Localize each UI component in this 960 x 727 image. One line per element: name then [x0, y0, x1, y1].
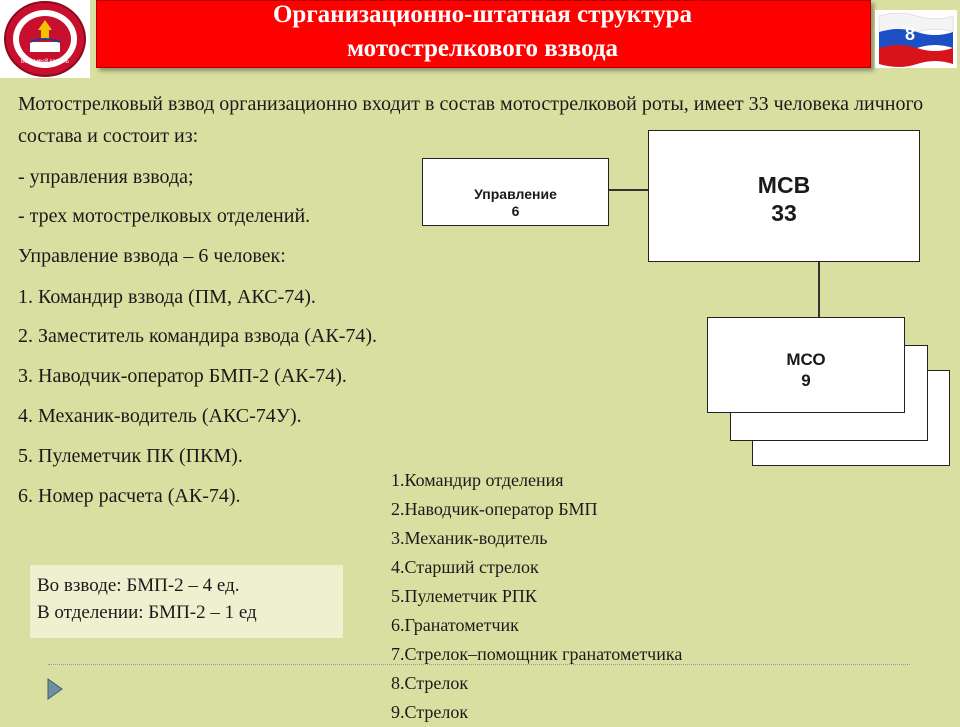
note-line-2: В отделении: БМП-2 – 1 ед — [37, 602, 257, 623]
page-number: 8 — [905, 24, 916, 44]
squad-item: 3.Механик-водитель — [391, 528, 548, 548]
squad-item: 4.Старший стрелок — [391, 557, 539, 577]
squad-item: 8.Стрелок — [391, 673, 469, 693]
management-item: 4. Механик-водитель (АКС-74У). — [18, 405, 302, 427]
management-box — [422, 158, 609, 226]
squad-item: 5.Пулеметчик РПК — [391, 586, 537, 606]
management-item: 2. Заместитель командира взвода (АК-74). — [18, 325, 378, 347]
management-title: Управление взвода – 6 человек: — [18, 245, 286, 267]
composition-item: - трех мотострелковых отделений. — [18, 205, 311, 227]
management-item: 1. Командир взвода (ПМ, АКС-74). — [18, 286, 316, 308]
management-box-count: 6 — [511, 203, 520, 219]
footer-divider — [48, 664, 910, 665]
emblem-logo — [0, 0, 90, 78]
squad-list — [391, 466, 682, 727]
management-box-label: Управление — [474, 186, 557, 202]
squad-item: 1.Командир отделения — [391, 470, 564, 490]
mso-label: МСО — [786, 350, 826, 369]
russian-flag-icon — [875, 10, 957, 68]
slide-title — [96, 0, 869, 66]
msv-count: 33 — [771, 200, 797, 226]
intro-paragraph: Мотострелковый взвод организационно входит в состав мотострелковой роты, имеет 33 человека личного состава и состоит из: — [18, 93, 924, 147]
mso-box — [707, 317, 905, 413]
msv-label: МСВ — [757, 172, 811, 198]
equipment-note — [30, 565, 343, 638]
title-line-2: мотострелкового взвода — [346, 35, 619, 62]
connector-line — [608, 189, 648, 191]
title-line-1: Организационно-штатная структура — [272, 1, 693, 28]
squad-item: 2.Наводчик-оператор БМП — [391, 499, 598, 519]
connector-line — [818, 261, 820, 317]
squad-item: 6.Гранатометчик — [391, 615, 519, 635]
management-item: 6. Номер расчета (АК-74). — [18, 485, 241, 507]
next-slide-arrow-icon[interactable] — [46, 677, 64, 706]
note-line-1: Во взводе: БМП-2 – 4 ед. — [37, 575, 240, 596]
management-item: 5. Пулеметчик ПК (ПКМ). — [18, 445, 243, 467]
composition-item: - управления взвода; — [18, 166, 194, 188]
emblem-bottom-text: ВОЕН-НЫЙ КАЗАНЬ — [20, 59, 70, 65]
msv-box — [648, 130, 920, 262]
management-item: 3. Наводчик-оператор БМП-2 (АК-74). — [18, 365, 347, 387]
squad-item: 9.Стрелок — [391, 702, 469, 722]
squad-item: 7.Стрелок–помощник гранатометчика — [391, 644, 683, 664]
mso-count: 9 — [801, 371, 811, 390]
